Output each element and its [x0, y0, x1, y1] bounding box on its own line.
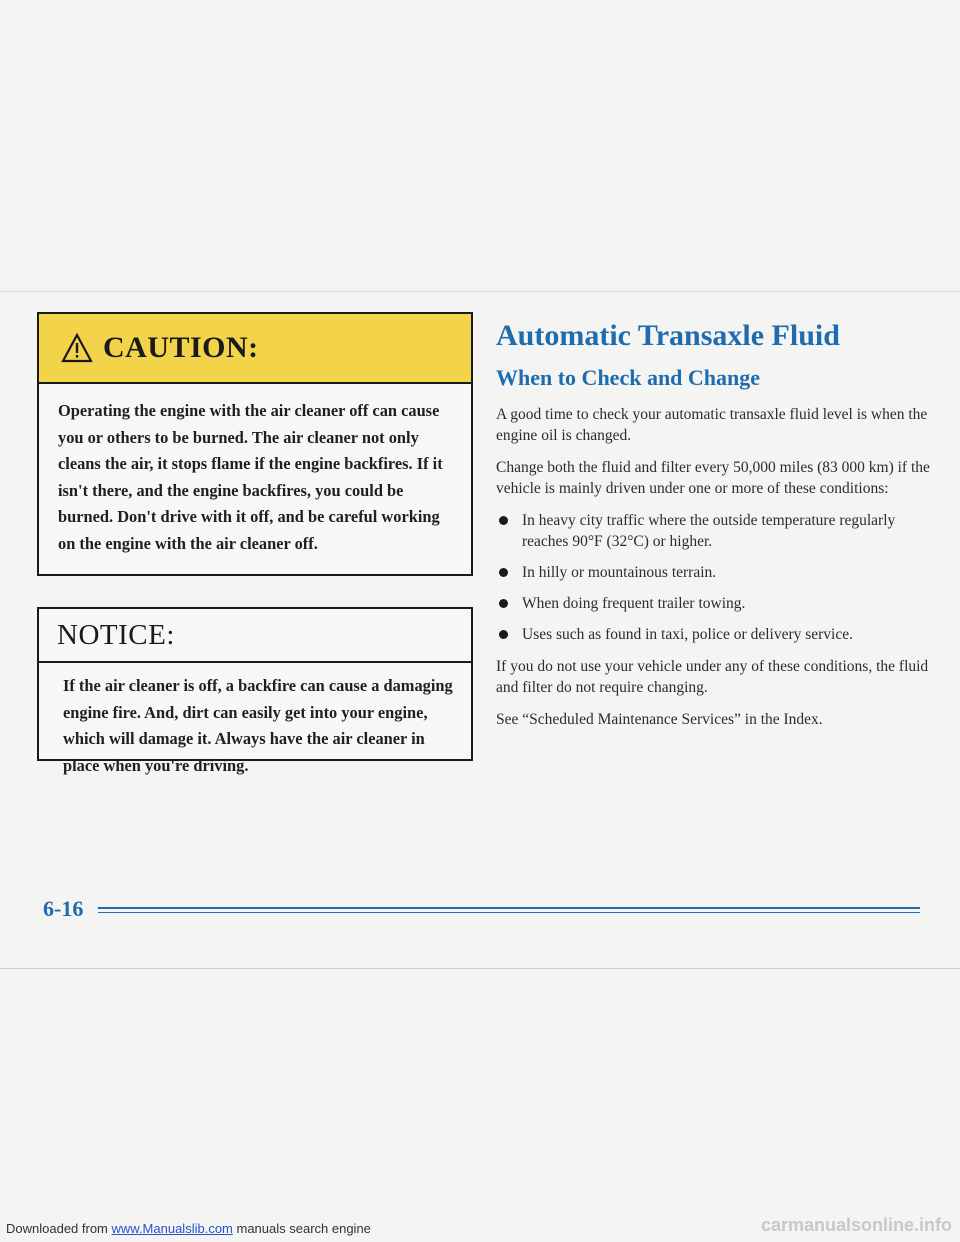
- list-item-text: In heavy city traffic where the outside temperature regularly reaches 90°F (32°C) or higher.: [522, 512, 896, 550]
- download-watermark: [6, 1221, 371, 1236]
- paragraph-change-interval: Change both the fluid and filter every 50,000 miles (83 000 km) if the vehicle is mainly driven under one or more of these conditions:: [496, 459, 930, 497]
- paragraph-check-time: A good time to check your automatic transaxle fluid level is when the engine oil is changed.: [496, 406, 928, 444]
- conditions-list: [496, 510, 936, 645]
- footer-rule: [98, 907, 920, 909]
- section-title: Automatic Transaxle Fluid: [496, 319, 840, 352]
- list-item: [496, 593, 936, 614]
- caution-text: Operating the engine with the air cleaner off can cause you or others to be burned. The air cleaner not only cleans the air, it stops flame if the engine backfires. If it isn't there, and the engine backfires, you could be burned. Don't drive with it off, and be careful working on the engine with the air cleaner off.: [58, 401, 443, 553]
- bullet-icon: [496, 593, 522, 614]
- caution-header: [39, 314, 471, 384]
- paragraph-see-index: See “Scheduled Maintenance Services” in the Index.: [496, 711, 823, 728]
- list-item: [496, 510, 936, 552]
- bullet-icon: [496, 510, 522, 552]
- notice-header: [39, 609, 471, 663]
- paragraph-no-change: If you do not use your vehicle under any of these conditions, the fluid and filter do not require changing.: [496, 658, 929, 696]
- manualslib-link[interactable]: www.Manualslib.com: [111, 1221, 233, 1236]
- top-divider: [0, 291, 960, 292]
- list-item: [496, 562, 936, 583]
- bullet-icon: [496, 562, 522, 583]
- watermark-prefix: Downloaded from: [6, 1221, 112, 1236]
- transaxle-section: [496, 318, 936, 741]
- notice-title: NOTICE:: [57, 618, 175, 651]
- bullet-icon: [496, 624, 522, 645]
- caution-box: [37, 312, 473, 576]
- list-item-text: In hilly or mountainous terrain.: [522, 564, 717, 581]
- list-item: [496, 624, 936, 645]
- caution-title: CAUTION:: [103, 331, 259, 364]
- bottom-divider: [0, 968, 960, 969]
- list-item-text: When doing frequent trailer towing.: [522, 595, 746, 612]
- site-watermark: carmanualsonline.info: [760, 1215, 952, 1235]
- warning-triangle-icon: [61, 333, 93, 363]
- watermark-suffix: manuals search engine: [232, 1221, 371, 1236]
- list-item-text: Uses such as found in taxi, police or delivery service.: [522, 626, 854, 643]
- footer-rule-thin: [98, 912, 920, 913]
- section-subtitle: When to Check and Change: [496, 365, 761, 390]
- notice-box: [37, 607, 473, 775]
- page-number: 6-16: [43, 896, 84, 921]
- notice-text: If the air cleaner is off, a backfire can cause a damaging engine fire. And, dirt can easily get into your engine, which will damage it. Always have the air cleaner in place when you're driving.: [63, 676, 453, 775]
